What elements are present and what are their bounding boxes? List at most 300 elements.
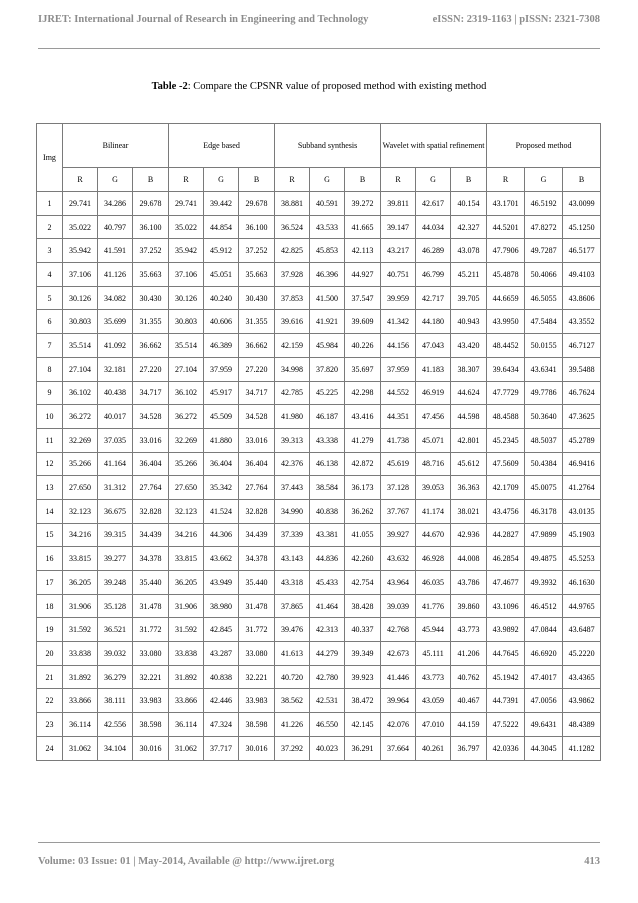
cpsnr-cell: 40.261 bbox=[416, 736, 451, 760]
cpsnr-cell: 46.1630 bbox=[563, 571, 601, 595]
cpsnr-cell: 34.528 bbox=[133, 405, 169, 429]
cpsnr-cell: 38.598 bbox=[239, 713, 275, 737]
cpsnr-cell: 45.211 bbox=[451, 263, 487, 287]
cpsnr-cell: 41.776 bbox=[416, 594, 451, 618]
cpsnr-cell: 38.598 bbox=[133, 713, 169, 737]
cpsnr-cell: 35.942 bbox=[169, 239, 204, 263]
cpsnr-cell: 45.4878 bbox=[487, 263, 525, 287]
cpsnr-cell: 40.154 bbox=[451, 192, 487, 216]
cpsnr-cell: 45.853 bbox=[310, 239, 345, 263]
cpsnr-cell: 36.404 bbox=[239, 452, 275, 476]
cpsnr-cell: 35.022 bbox=[169, 215, 204, 239]
cpsnr-cell: 43.4365 bbox=[563, 665, 601, 689]
cpsnr-cell: 41.183 bbox=[416, 357, 451, 381]
channel-header: B bbox=[345, 168, 381, 192]
cpsnr-cell: 33.866 bbox=[169, 689, 204, 713]
cpsnr-cell: 47.7729 bbox=[487, 381, 525, 405]
cpsnr-cell: 43.9892 bbox=[487, 618, 525, 642]
cpsnr-cell: 39.6434 bbox=[487, 357, 525, 381]
img-number-cell: 11 bbox=[37, 428, 63, 452]
img-number-cell: 10 bbox=[37, 405, 63, 429]
cpsnr-cell: 37.664 bbox=[381, 736, 416, 760]
cpsnr-cell: 41.174 bbox=[416, 499, 451, 523]
cpsnr-cell: 40.838 bbox=[310, 499, 345, 523]
table-row bbox=[37, 571, 601, 595]
cpsnr-cell: 44.279 bbox=[310, 642, 345, 666]
cpsnr-cell: 34.717 bbox=[133, 381, 169, 405]
channel-header: R bbox=[381, 168, 416, 192]
cpsnr-cell: 33.838 bbox=[169, 642, 204, 666]
cpsnr-cell: 43.416 bbox=[345, 405, 381, 429]
cpsnr-cell: 37.959 bbox=[204, 357, 239, 381]
cpsnr-cell: 44.854 bbox=[204, 215, 239, 239]
cpsnr-cell: 31.312 bbox=[98, 476, 133, 500]
cpsnr-cell: 44.9765 bbox=[563, 594, 601, 618]
cpsnr-cell: 27.104 bbox=[63, 357, 98, 381]
cpsnr-cell: 48.716 bbox=[416, 452, 451, 476]
cpsnr-cell: 43.420 bbox=[451, 334, 487, 358]
cpsnr-cell: 39.705 bbox=[451, 286, 487, 310]
cpsnr-cell: 42.145 bbox=[345, 713, 381, 737]
cpsnr-cell: 44.351 bbox=[381, 405, 416, 429]
cpsnr-cell: 46.289 bbox=[416, 239, 451, 263]
page-header bbox=[38, 14, 600, 49]
cpsnr-cell: 40.606 bbox=[204, 310, 239, 334]
cpsnr-cell: 34.216 bbox=[169, 523, 204, 547]
cpsnr-cell: 38.472 bbox=[345, 689, 381, 713]
cpsnr-cell: 44.624 bbox=[451, 381, 487, 405]
cpsnr-cell: 36.114 bbox=[63, 713, 98, 737]
cpsnr-cell: 41.279 bbox=[345, 428, 381, 452]
cpsnr-cell: 39.442 bbox=[204, 192, 239, 216]
volume-info: Volume: 03 Issue: 01 | May-2014, Available @ http://www.ijret.org bbox=[38, 856, 335, 867]
channel-header: B bbox=[563, 168, 601, 192]
cpsnr-cell: 34.998 bbox=[275, 357, 310, 381]
cpsnr-cell: 29.741 bbox=[169, 192, 204, 216]
cpsnr-cell: 49.7287 bbox=[525, 239, 563, 263]
cpsnr-cell: 46.389 bbox=[204, 334, 239, 358]
table-row bbox=[37, 334, 601, 358]
cpsnr-cell: 39.053 bbox=[416, 476, 451, 500]
cpsnr-cell: 43.773 bbox=[451, 618, 487, 642]
cpsnr-cell: 45.619 bbox=[381, 452, 416, 476]
cpsnr-cell: 41.665 bbox=[345, 215, 381, 239]
cpsnr-cell: 36.675 bbox=[98, 499, 133, 523]
cpsnr-cell: 42.1709 bbox=[487, 476, 525, 500]
cpsnr-cell: 34.286 bbox=[98, 192, 133, 216]
cpsnr-cell: 44.008 bbox=[451, 547, 487, 571]
cpsnr-cell: 37.820 bbox=[310, 357, 345, 381]
cpsnr-cell: 39.147 bbox=[381, 215, 416, 239]
cpsnr-cell: 41.055 bbox=[345, 523, 381, 547]
cpsnr-cell: 31.892 bbox=[169, 665, 204, 689]
cpsnr-cell: 42.754 bbox=[345, 571, 381, 595]
table-row bbox=[37, 523, 601, 547]
cpsnr-cell: 45.612 bbox=[451, 452, 487, 476]
cpsnr-cell: 34.990 bbox=[275, 499, 310, 523]
cpsnr-cell: 41.464 bbox=[310, 594, 345, 618]
cpsnr-cell: 39.039 bbox=[381, 594, 416, 618]
cpsnr-cell: 42.872 bbox=[345, 452, 381, 476]
cpsnr-cell: 39.616 bbox=[275, 310, 310, 334]
cpsnr-cell: 42.531 bbox=[310, 689, 345, 713]
cpsnr-cell: 46.5177 bbox=[563, 239, 601, 263]
cpsnr-cell: 37.252 bbox=[239, 239, 275, 263]
cpsnr-cell: 41.591 bbox=[98, 239, 133, 263]
img-number-cell: 13 bbox=[37, 476, 63, 500]
cpsnr-cell: 44.670 bbox=[416, 523, 451, 547]
cpsnr-cell: 35.663 bbox=[133, 263, 169, 287]
cpsnr-cell: 34.378 bbox=[133, 547, 169, 571]
img-number-cell: 17 bbox=[37, 571, 63, 595]
cpsnr-cell: 42.556 bbox=[98, 713, 133, 737]
header-row-methods bbox=[37, 124, 601, 168]
cpsnr-cell: 44.156 bbox=[381, 334, 416, 358]
cpsnr-cell: 44.2827 bbox=[487, 523, 525, 547]
cpsnr-cell: 41.524 bbox=[204, 499, 239, 523]
cpsnr-cell: 39.272 bbox=[345, 192, 381, 216]
cpsnr-cell: 44.3045 bbox=[525, 736, 563, 760]
cpsnr-cell: 50.3640 bbox=[525, 405, 563, 429]
cpsnr-cell: 30.803 bbox=[169, 310, 204, 334]
cpsnr-cell: 49.3932 bbox=[525, 571, 563, 595]
cpsnr-cell: 40.751 bbox=[381, 263, 416, 287]
cpsnr-cell: 41.446 bbox=[381, 665, 416, 689]
cpsnr-cell: 43.078 bbox=[451, 239, 487, 263]
cpsnr-cell: 35.663 bbox=[239, 263, 275, 287]
cpsnr-cell: 38.021 bbox=[451, 499, 487, 523]
cpsnr-cell: 46.396 bbox=[310, 263, 345, 287]
img-number-cell: 23 bbox=[37, 713, 63, 737]
cpsnr-cell: 47.043 bbox=[416, 334, 451, 358]
cpsnr-cell: 48.5037 bbox=[525, 428, 563, 452]
issn-info: eISSN: 2319-1163 | pISSN: 2321-7308 bbox=[432, 14, 600, 25]
cpsnr-cell: 36.404 bbox=[204, 452, 239, 476]
table-row bbox=[37, 452, 601, 476]
cpsnr-cell: 41.880 bbox=[204, 428, 239, 452]
cpsnr-cell: 39.476 bbox=[275, 618, 310, 642]
cpsnr-cell: 33.838 bbox=[63, 642, 98, 666]
cpsnr-cell: 46.2854 bbox=[487, 547, 525, 571]
cpsnr-cell: 35.022 bbox=[63, 215, 98, 239]
table-row bbox=[37, 618, 601, 642]
cpsnr-cell: 27.650 bbox=[169, 476, 204, 500]
cpsnr-cell: 49.6431 bbox=[525, 713, 563, 737]
cpsnr-cell: 40.240 bbox=[204, 286, 239, 310]
table-caption-label: Table -2 bbox=[151, 81, 188, 92]
cpsnr-cell: 32.181 bbox=[98, 357, 133, 381]
method-header-edge-based: Edge based bbox=[169, 124, 275, 168]
table-row bbox=[37, 736, 601, 760]
cpsnr-cell: 36.363 bbox=[451, 476, 487, 500]
cpsnr-cell: 47.8272 bbox=[525, 215, 563, 239]
img-number-cell: 20 bbox=[37, 642, 63, 666]
img-number-cell: 18 bbox=[37, 594, 63, 618]
cpsnr-cell: 35.266 bbox=[63, 452, 98, 476]
cpsnr-cell: 43.964 bbox=[381, 571, 416, 595]
cpsnr-cell: 36.205 bbox=[169, 571, 204, 595]
cpsnr-cell: 40.943 bbox=[451, 310, 487, 334]
cpsnr-cell: 35.128 bbox=[98, 594, 133, 618]
cpsnr-cell: 37.106 bbox=[63, 263, 98, 287]
cpsnr-cell: 45.2220 bbox=[563, 642, 601, 666]
cpsnr-cell: 42.845 bbox=[204, 618, 239, 642]
cpsnr-cell: 48.4452 bbox=[487, 334, 525, 358]
cpsnr-cell: 29.678 bbox=[133, 192, 169, 216]
channel-header: G bbox=[525, 168, 563, 192]
img-number-cell: 9 bbox=[37, 381, 63, 405]
cpsnr-cell: 34.439 bbox=[133, 523, 169, 547]
cpsnr-cell: 43.632 bbox=[381, 547, 416, 571]
cpsnr-cell: 38.307 bbox=[451, 357, 487, 381]
cpsnr-cell: 43.533 bbox=[310, 215, 345, 239]
cpsnr-cell: 41.226 bbox=[275, 713, 310, 737]
cpsnr-cell: 29.741 bbox=[63, 192, 98, 216]
cpsnr-cell: 45.917 bbox=[204, 381, 239, 405]
cpsnr-cell: 46.035 bbox=[416, 571, 451, 595]
cpsnr-cell: 40.023 bbox=[310, 736, 345, 760]
cpsnr-cell: 41.1282 bbox=[563, 736, 601, 760]
cpsnr-cell: 43.338 bbox=[310, 428, 345, 452]
table-row bbox=[37, 665, 601, 689]
cpsnr-cell: 45.2345 bbox=[487, 428, 525, 452]
cpsnr-cell: 49.4103 bbox=[563, 263, 601, 287]
cpsnr-cell: 46.4512 bbox=[525, 594, 563, 618]
table-row bbox=[37, 263, 601, 287]
cpsnr-cell: 31.478 bbox=[133, 594, 169, 618]
cpsnr-cell: 43.949 bbox=[204, 571, 239, 595]
page-number: 413 bbox=[584, 856, 600, 867]
channel-header: B bbox=[239, 168, 275, 192]
table-row bbox=[37, 286, 601, 310]
cpsnr-cell: 41.738 bbox=[381, 428, 416, 452]
img-number-cell: 12 bbox=[37, 452, 63, 476]
cpsnr-cell: 44.6659 bbox=[487, 286, 525, 310]
cpsnr-cell: 45.0075 bbox=[525, 476, 563, 500]
cpsnr-cell: 42.260 bbox=[345, 547, 381, 571]
cpsnr-cell: 36.102 bbox=[63, 381, 98, 405]
cpsnr-cell: 49.7786 bbox=[525, 381, 563, 405]
cpsnr-cell: 42.801 bbox=[451, 428, 487, 452]
cpsnr-cell: 31.592 bbox=[63, 618, 98, 642]
cpsnr-cell: 34.082 bbox=[98, 286, 133, 310]
cpsnr-cell: 45.051 bbox=[204, 263, 239, 287]
cpsnr-cell: 47.4677 bbox=[487, 571, 525, 595]
cpsnr-cell: 38.111 bbox=[98, 689, 133, 713]
cpsnr-cell: 37.339 bbox=[275, 523, 310, 547]
cpsnr-cell: 32.828 bbox=[239, 499, 275, 523]
img-number-cell: 15 bbox=[37, 523, 63, 547]
cpsnr-cell: 35.440 bbox=[133, 571, 169, 595]
cpsnr-cell: 37.547 bbox=[345, 286, 381, 310]
cpsnr-cell: 40.838 bbox=[204, 665, 239, 689]
cpsnr-cell: 33.080 bbox=[239, 642, 275, 666]
cpsnr-cell: 44.598 bbox=[451, 405, 487, 429]
cpsnr-cell: 45.1903 bbox=[563, 523, 601, 547]
cpsnr-cell: 47.324 bbox=[204, 713, 239, 737]
cpsnr-cell: 46.928 bbox=[416, 547, 451, 571]
cpsnr-cell: 47.0056 bbox=[525, 689, 563, 713]
cpsnr-cell: 32.828 bbox=[133, 499, 169, 523]
cpsnr-cell: 36.173 bbox=[345, 476, 381, 500]
table-row bbox=[37, 310, 601, 334]
cpsnr-cell: 34.216 bbox=[63, 523, 98, 547]
cpsnr-cell: 37.928 bbox=[275, 263, 310, 287]
page-footer bbox=[38, 842, 600, 873]
cpsnr-cell: 34.528 bbox=[239, 405, 275, 429]
cpsnr-cell: 42.327 bbox=[451, 215, 487, 239]
cpsnr-cell: 30.430 bbox=[239, 286, 275, 310]
cpsnr-cell: 33.016 bbox=[239, 428, 275, 452]
cpsnr-cell: 39.811 bbox=[381, 192, 416, 216]
cpsnr-cell: 35.342 bbox=[204, 476, 239, 500]
cpsnr-cell: 50.4384 bbox=[525, 452, 563, 476]
cpsnr-cell: 44.7391 bbox=[487, 689, 525, 713]
table-row bbox=[37, 642, 601, 666]
cpsnr-cell: 46.7624 bbox=[563, 381, 601, 405]
cpsnr-cell: 37.128 bbox=[381, 476, 416, 500]
cpsnr-cell: 43.8606 bbox=[563, 286, 601, 310]
cpsnr-cell: 42.376 bbox=[275, 452, 310, 476]
cpsnr-cell: 27.650 bbox=[63, 476, 98, 500]
channel-header: G bbox=[310, 168, 345, 192]
table-row bbox=[37, 594, 601, 618]
cpsnr-cell: 47.456 bbox=[416, 405, 451, 429]
cpsnr-cell: 43.143 bbox=[275, 547, 310, 571]
cpsnr-cell: 47.010 bbox=[416, 713, 451, 737]
cpsnr-cell: 39.315 bbox=[98, 523, 133, 547]
channel-header: R bbox=[169, 168, 204, 192]
cpsnr-cell: 44.034 bbox=[416, 215, 451, 239]
cpsnr-cell: 43.059 bbox=[416, 689, 451, 713]
cpsnr-cell: 34.104 bbox=[98, 736, 133, 760]
img-number-cell: 7 bbox=[37, 334, 63, 358]
cpsnr-cell: 40.797 bbox=[98, 215, 133, 239]
cpsnr-cell: 43.662 bbox=[204, 547, 239, 571]
cpsnr-cell: 33.866 bbox=[63, 689, 98, 713]
cpsnr-cell: 40.720 bbox=[275, 665, 310, 689]
method-header-proposed: Proposed method bbox=[487, 124, 601, 168]
cpsnr-cell: 42.313 bbox=[310, 618, 345, 642]
cpsnr-cell: 31.772 bbox=[239, 618, 275, 642]
cpsnr-cell: 31.892 bbox=[63, 665, 98, 689]
cpsnr-cell: 46.9416 bbox=[563, 452, 601, 476]
journal-title: IJRET: International Journal of Research in Engineering and Technology bbox=[38, 14, 369, 25]
cpsnr-cell: 42.617 bbox=[416, 192, 451, 216]
cpsnr-cell: 48.4588 bbox=[487, 405, 525, 429]
cpsnr-cell: 32.269 bbox=[63, 428, 98, 452]
cpsnr-cell: 46.550 bbox=[310, 713, 345, 737]
cpsnr-cell: 42.076 bbox=[381, 713, 416, 737]
cpsnr-cell: 45.1250 bbox=[563, 215, 601, 239]
cpsnr-cell: 31.062 bbox=[169, 736, 204, 760]
cpsnr-cell: 46.5055 bbox=[525, 286, 563, 310]
cpsnr-cell: 42.717 bbox=[416, 286, 451, 310]
cpsnr-cell: 32.221 bbox=[239, 665, 275, 689]
cpsnr-cell: 42.0336 bbox=[487, 736, 525, 760]
cpsnr-cell: 46.187 bbox=[310, 405, 345, 429]
table-row bbox=[37, 689, 601, 713]
cpsnr-cell: 39.248 bbox=[98, 571, 133, 595]
cpsnr-cell: 43.4756 bbox=[487, 499, 525, 523]
cpsnr-cell: 42.785 bbox=[275, 381, 310, 405]
cpsnr-cell: 41.2764 bbox=[563, 476, 601, 500]
cpsnr-cell: 40.226 bbox=[345, 334, 381, 358]
cpsnr-cell: 42.825 bbox=[275, 239, 310, 263]
cpsnr-cell: 45.5253 bbox=[563, 547, 601, 571]
cpsnr-cell: 31.062 bbox=[63, 736, 98, 760]
channel-header: G bbox=[416, 168, 451, 192]
cpsnr-cell: 39.860 bbox=[451, 594, 487, 618]
cpsnr-cell: 43.9862 bbox=[563, 689, 601, 713]
cpsnr-cell: 44.7645 bbox=[487, 642, 525, 666]
cpsnr-table bbox=[36, 123, 601, 761]
cpsnr-cell: 43.1701 bbox=[487, 192, 525, 216]
cpsnr-cell: 36.662 bbox=[239, 334, 275, 358]
cpsnr-cell: 41.500 bbox=[310, 286, 345, 310]
cpsnr-cell: 42.113 bbox=[345, 239, 381, 263]
cpsnr-cell: 47.3625 bbox=[563, 405, 601, 429]
table-row bbox=[37, 547, 601, 571]
cpsnr-cell: 46.7127 bbox=[563, 334, 601, 358]
cpsnr-cell: 37.443 bbox=[275, 476, 310, 500]
cpsnr-cell: 37.853 bbox=[275, 286, 310, 310]
cpsnr-cell: 45.984 bbox=[310, 334, 345, 358]
cpsnr-cell: 39.923 bbox=[345, 665, 381, 689]
img-number-cell: 8 bbox=[37, 357, 63, 381]
cpsnr-cell: 35.942 bbox=[63, 239, 98, 263]
table-row bbox=[37, 428, 601, 452]
cpsnr-cell: 36.279 bbox=[98, 665, 133, 689]
table-row bbox=[37, 215, 601, 239]
cpsnr-cell: 37.767 bbox=[381, 499, 416, 523]
cpsnr-cell: 36.205 bbox=[63, 571, 98, 595]
cpsnr-cell: 27.764 bbox=[133, 476, 169, 500]
cpsnr-cell: 42.298 bbox=[345, 381, 381, 405]
channel-header: R bbox=[487, 168, 525, 192]
cpsnr-cell: 46.6920 bbox=[525, 642, 563, 666]
table-caption bbox=[0, 81, 638, 92]
table-caption-text: : Compare the CPSNR value of proposed method with existing method bbox=[187, 81, 487, 92]
cpsnr-cell: 39.313 bbox=[275, 428, 310, 452]
cpsnr-cell: 36.797 bbox=[451, 736, 487, 760]
cpsnr-cell: 31.906 bbox=[169, 594, 204, 618]
cpsnr-cell: 30.803 bbox=[63, 310, 98, 334]
cpsnr-cell: 46.919 bbox=[416, 381, 451, 405]
table-body bbox=[37, 192, 601, 761]
cpsnr-cell: 40.591 bbox=[310, 192, 345, 216]
cpsnr-cell: 29.678 bbox=[239, 192, 275, 216]
channel-header: R bbox=[63, 168, 98, 192]
img-number-cell: 2 bbox=[37, 215, 63, 239]
cpsnr-cell: 44.180 bbox=[416, 310, 451, 334]
cpsnr-cell: 35.697 bbox=[345, 357, 381, 381]
img-number-cell: 19 bbox=[37, 618, 63, 642]
cpsnr-cell: 27.220 bbox=[133, 357, 169, 381]
cpsnr-cell: 46.3178 bbox=[525, 499, 563, 523]
cpsnr-cell: 39.927 bbox=[381, 523, 416, 547]
cpsnr-cell: 38.881 bbox=[275, 192, 310, 216]
cpsnr-cell: 30.430 bbox=[133, 286, 169, 310]
cpsnr-cell: 37.717 bbox=[204, 736, 239, 760]
cpsnr-cell: 32.221 bbox=[133, 665, 169, 689]
cpsnr-cell: 33.983 bbox=[239, 689, 275, 713]
cpsnr-cell: 34.378 bbox=[239, 547, 275, 571]
cpsnr-cell: 31.772 bbox=[133, 618, 169, 642]
channel-header: B bbox=[451, 168, 487, 192]
cpsnr-cell: 46.5192 bbox=[525, 192, 563, 216]
cpsnr-cell: 35.440 bbox=[239, 571, 275, 595]
